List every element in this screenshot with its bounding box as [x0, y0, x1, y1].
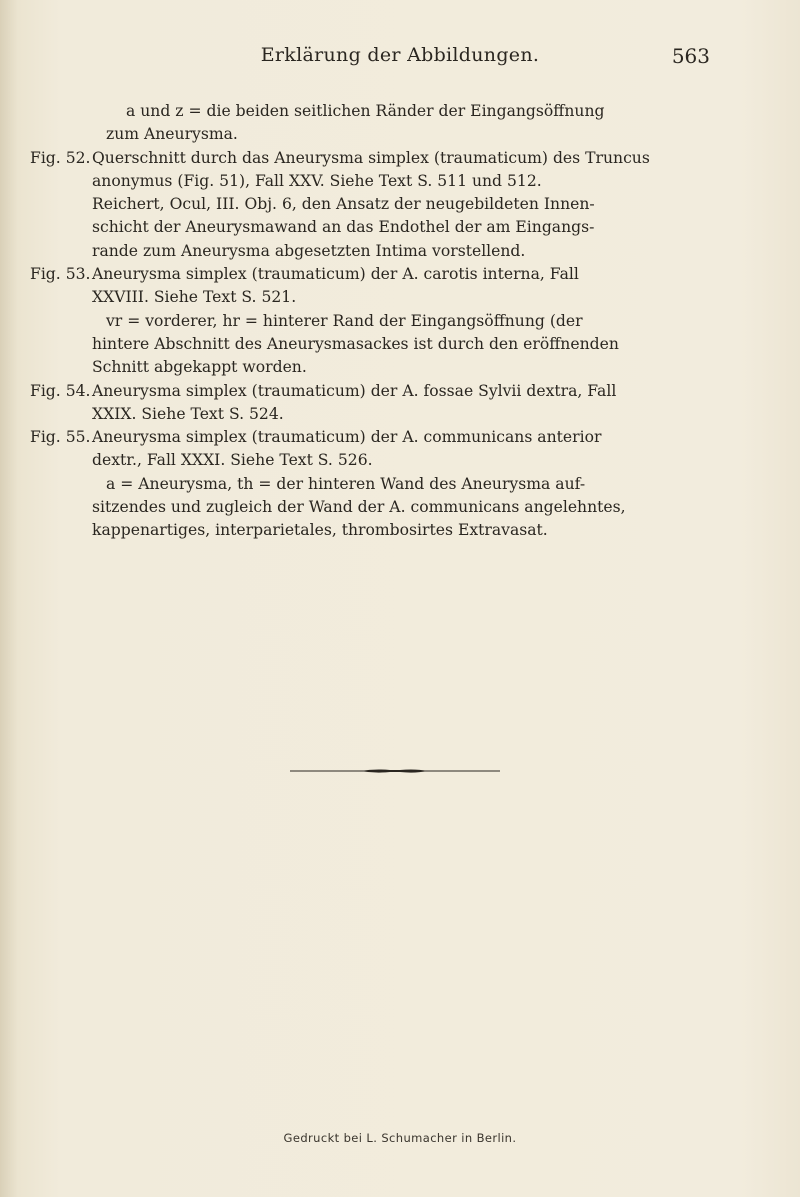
figure-line: hintere Abschnitt des Aneurysmasackes ist durch den eröffnenden	[92, 334, 619, 353]
page-number: 563	[671, 44, 710, 68]
intro-line: zum Aneurysma.	[106, 125, 238, 144]
figure-entry-53	[30, 263, 730, 286]
figure-legend-text	[30, 100, 730, 543]
figure-line: dextr., Fall XXXI. Siehe Text S. 526.	[92, 451, 373, 470]
figure-line: anonymus (Fig. 51), Fall XXV. Siehe Text S. 511 und 512.	[92, 171, 542, 190]
figure-line: XXIX. Siehe Text S. 524.	[92, 404, 284, 423]
intro-line: a und z = die beiden seitlichen Ränder der Eingangsöffnung	[126, 102, 605, 120]
figure-line: Aneurysma simplex (traumaticum) der A. communicans anterior	[92, 428, 602, 447]
figure-entry-52	[30, 147, 730, 170]
figure-line: schicht der Aneurysmawand an das Endothel der am Eingangs-	[92, 218, 595, 237]
figure-entry-55	[30, 426, 730, 449]
divider-ornament	[290, 768, 500, 774]
figure-line: vr = vorderer, hr = hinterer Rand der Eingangsöffnung (der	[106, 311, 583, 330]
figure-line: a = Aneurysma, th = der hinteren Wand des Aneurysma auf-	[106, 474, 586, 493]
figure-label: Fig. 55.	[30, 428, 91, 447]
printer-imprint: Gedruckt bei L. Schumacher in Berlin.	[283, 1131, 517, 1145]
page-header	[0, 44, 800, 74]
figure-line: Aneurysma simplex (traumaticum) der A. fossae Sylvii dextra, Fall	[92, 381, 617, 400]
figure-line: Schnitt abgekappt worden.	[92, 358, 307, 377]
figure-label: Fig. 52.	[30, 148, 91, 167]
figure-line: rande zum Aneurysma abgesetzten Intima vorstellend.	[92, 241, 526, 260]
figure-label: Fig. 54.	[30, 381, 91, 400]
figure-label: Fig. 53.	[30, 265, 91, 284]
figure-line: XXVIII. Siehe Text S. 521.	[92, 288, 297, 307]
figure-line: sitzendes und zugleich der Wand der A. communicans angelehntes,	[92, 498, 626, 517]
figure-entry-54	[30, 380, 730, 403]
running-title: Erklärung der Abbildungen.	[260, 44, 540, 66]
figure-line: Aneurysma simplex (traumaticum) der A. carotis interna, Fall	[92, 265, 579, 284]
figure-line: kappenartiges, interparietales, thrombosirtes Extravasat.	[92, 521, 548, 540]
figure-line: Querschnitt durch das Aneurysma simplex (traumaticum) des Truncus	[92, 148, 650, 167]
figure-line: Reichert, Ocul, III. Obj. 6, den Ansatz der neugebildeten Innen-	[92, 195, 595, 214]
